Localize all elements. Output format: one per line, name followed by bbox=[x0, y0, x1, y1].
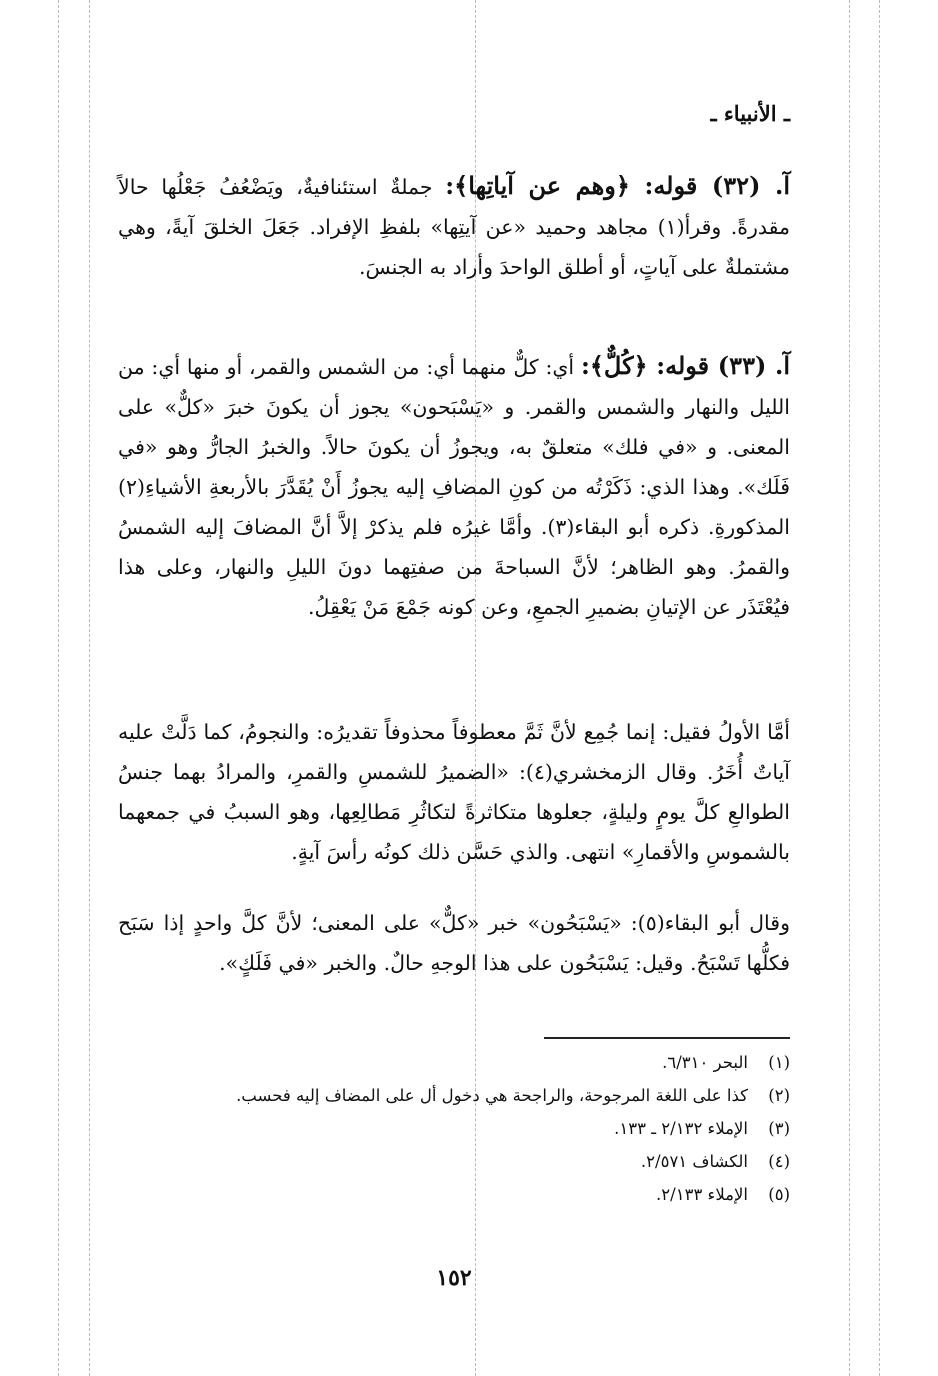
footnote-item bbox=[118, 1046, 790, 1079]
footnote-separator bbox=[544, 1037, 790, 1039]
footnote-text: الكشاف ٢/٥٧١. bbox=[640, 1152, 748, 1171]
paragraph-text: جملةٌ استئنافيةٌ، ويَضْعُفُ جَعْلُها حالاً مقدرةً. وقرأ(١) مجاهد وحميد «عن آيتِها» بلفظِ الإفراد. جَعَلَ الخلقَ آيةً، وهي مشتملةٌ على آياتٍ، أو أطلق الواحدَ وأراد به الجنسَ. bbox=[118, 175, 790, 279]
footnote-text: الإملاء ٢/١٣٣. bbox=[656, 1185, 748, 1204]
paragraph-abu-baqa bbox=[118, 903, 790, 983]
verse-lead: آ. (٣٢) قوله: ﴿وهم عن آياتِها﴾: bbox=[445, 171, 790, 200]
margin-guide-left-1 bbox=[58, 0, 59, 1376]
footnote-item bbox=[118, 1178, 790, 1211]
verse-lead: آ. (٣٣) قوله: ﴿كُلٌّ﴾: bbox=[580, 351, 791, 380]
page-number: ١٥٢ bbox=[436, 1265, 472, 1291]
paragraph-text: أمَّا الأولُ فقيل: إنما جُمِع لأنَّ ثَمَّ معطوفاً محذوفاً تقديرُه: والنجومُ، كما دَلَّتْ عليه آياتٌ أُخَرُ. وقال الزمخشري(٤): «الضميرُ للشمسِ والقمرِ، والمرادُ بهما جنسُ الطوالعِ كلَّ يومٍ وليلةٍ، جعلوها متكاثرةً لتكاثُرِ مَطالِعِها، وهو السببُ في جمعهما بالشموسِ والأقمارِ» انتهى. والذي حَسَّن ذلك كونُه رأسَ آيةٍ. bbox=[118, 720, 790, 864]
footnote-number: (٢) bbox=[768, 1086, 790, 1105]
paragraph-verse-32 bbox=[118, 166, 790, 287]
footnote-item bbox=[118, 1112, 790, 1145]
footnote-item bbox=[118, 1145, 790, 1178]
running-header: ـ الأنبياء ـ bbox=[710, 101, 790, 126]
paragraph-verse-33 bbox=[118, 346, 790, 627]
document-page bbox=[118, 0, 790, 1376]
paragraph-text: وقال أبو البقاء(٥): «يَسْبَحُون» خبر «كلٌّ» على المعنى؛ لأنَّ كلَّ واحدٍ إذا سَبَح فكلُّها تَسْبَحُ. وقيل: يَسْبَحُون على هذا الوجهِ حالٌ. والخبر «في فَلَكٍ». bbox=[118, 911, 790, 975]
margin-guide-right-2 bbox=[879, 0, 880, 1376]
footnote-number: (٤) bbox=[768, 1152, 790, 1171]
paragraph-text: أي: كلٌّ منهما أي: من الشمس والقمر، أو منها أي: من الليل والنهار والشمس والقمر. و «يَسْبَحون» يجوز أن يكونَ خبرَ «كلٌّ» على المعنى. و «في فلك» متعلقٌ به، ويجوزُ أن يكونَ حالاً. والخبرُ الجارُّ وهو «في فَلَك». وهذا الذي: ذَكَرْتُه من كونِ المضافِ إليه يجوزُ أَنْ يُقَدَّرَ بالأربعةِ الأشياءِ(٢) المذكورةِ. ذكره أبو البقاء(٣). وأمَّا غيرُه فلم يذكرْ إلاَّ أنَّ المضافَ إليه الشمسُ والقمرُ. وهو الظاهر؛ لأنَّ السباحةَ من صفتِهما دونَ الليلِ والنهار، وعلى هذا فيُعْتَذَر عن الإتيانِ بضميرِ الجمعِ، وعن كونه جَمْعَ مَنْ يَعْقِلُ. bbox=[118, 355, 790, 619]
paragraph-first-explanation bbox=[118, 712, 790, 872]
footnote-number: (٥) bbox=[768, 1185, 790, 1204]
footnotes-list bbox=[118, 1046, 790, 1211]
margin-guide-right-1 bbox=[849, 0, 850, 1376]
margin-guide-left-2 bbox=[89, 0, 90, 1376]
footnote-text: الإملاء ٢/١٣٢ ـ ١٣٣. bbox=[614, 1119, 748, 1138]
footnote-item bbox=[118, 1079, 790, 1112]
footnote-number: (٣) bbox=[768, 1119, 790, 1138]
footnote-text: كذا على اللغة المرجوحة، والراجحة هي دخول أل على المضاف إليه فحسب. bbox=[236, 1086, 748, 1105]
footnote-number: (١) bbox=[768, 1053, 790, 1072]
footnote-text: البحر ٦/٣١٠. bbox=[662, 1053, 748, 1072]
